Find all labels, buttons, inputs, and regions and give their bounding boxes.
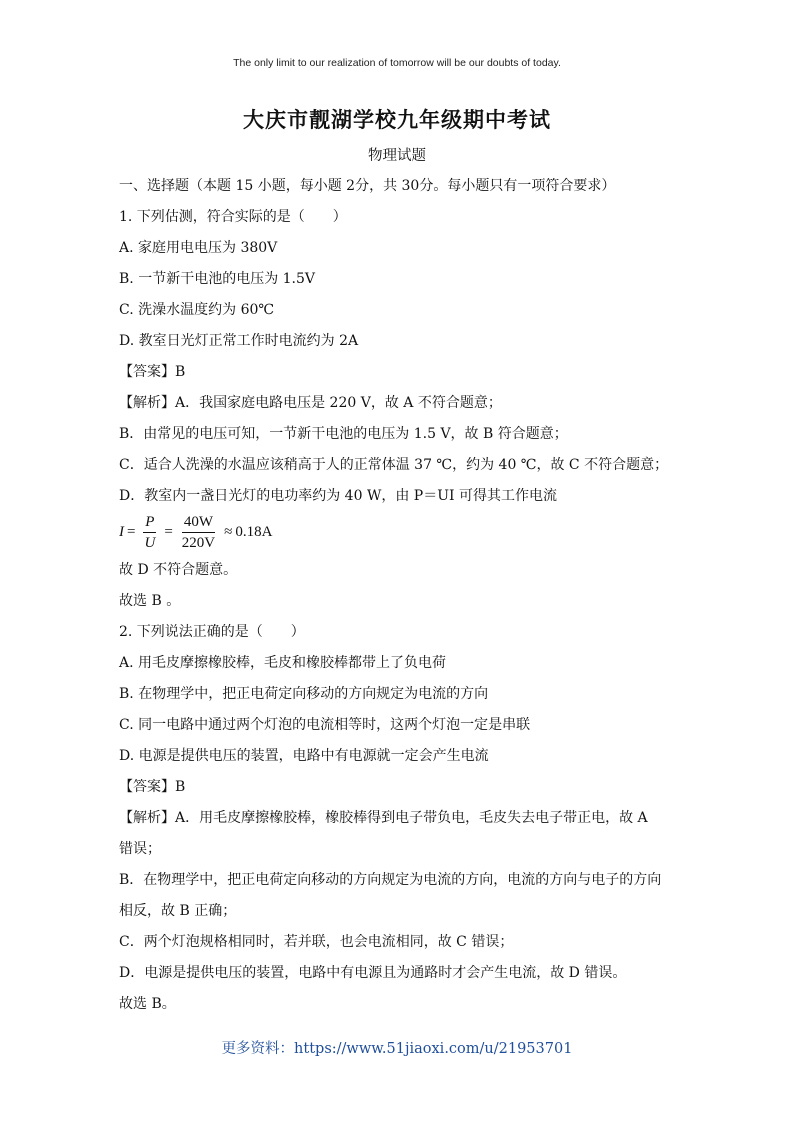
formula-approx: ≈ <box>224 523 233 540</box>
question-2-choice: 故选 B。 <box>119 996 176 1012</box>
formula-equals-1: = <box>127 523 136 540</box>
question-1-analysis-a: 【解析】A．我国家庭电路电压是 220 V，故 A 不符合题意； <box>119 395 502 411</box>
question-2-analysis-c: C．两个灯泡规格相同时，若并联，也会电流相同，故 C 错误； <box>119 934 514 950</box>
question-1-option-c: C. 洗澡水温度约为 60℃ <box>119 302 275 318</box>
formula-equals-2: = <box>164 523 173 540</box>
question-2-analysis-a-cont: 错误； <box>119 841 161 857</box>
question-2-stem: 2. 下列说法正确的是（ ） <box>119 624 305 640</box>
question-2-analysis-b: B．在物理学中，把正电荷定向移动的方向规定为电流的方向，电流的方向与电子的方向 <box>119 872 662 888</box>
question-2-option-d: D. 电源是提供电压的装置，电路中有电源就一定会产生电流 <box>119 748 489 764</box>
question-1-answer: 【答案】B <box>119 364 186 380</box>
formula-fraction-power-voltage <box>142 513 157 552</box>
question-2-option-b: B. 在物理学中，把正电荷定向移动的方向规定为电流的方向 <box>119 686 489 702</box>
question-1-analysis-b: B．由常见的电压可知，一节新干电池的电压为 1.5 V，故 B 符合题意； <box>119 426 568 442</box>
question-2-analysis-d: D．电源是提供电压的装置，电路中有电源且为通路时才会产生电流，故 D 错误。 <box>119 965 627 981</box>
question-1-option-b: B. 一节新干电池的电压为 1.5V <box>119 271 316 287</box>
question-1-stem: 1. 下列估测，符合实际的是（ ） <box>119 209 347 225</box>
question-2-answer: 【答案】B <box>119 779 186 795</box>
question-1-analysis-c: C．适合人洗澡的水温应该稍高于人的正常体温 37 ℃，约为 40 ℃，故 C 不符合题意； <box>119 457 669 473</box>
footer-link[interactable]: https://www.51jiaoxi.com/u/21953701 <box>294 1041 573 1057</box>
question-1-option-a: A. 家庭用电电压为 380V <box>119 240 278 256</box>
question-1-option-d: D. 教室日光灯正常工作时电流约为 2A <box>119 333 359 349</box>
question-2-option-a: A. 用毛皮摩擦橡胶棒，毛皮和橡胶棒都带上了负电荷 <box>119 655 447 671</box>
formula-fraction-values <box>180 513 217 552</box>
footer-label: 更多资料： <box>221 1041 295 1057</box>
question-1-choice: 故选 B 。 <box>119 593 181 609</box>
formula-lhs: I <box>119 523 124 540</box>
question-1-analysis-d: D．教室内一盏日光灯的电功率约为 40 W，由 P＝UI 可得其工作电流 <box>119 488 557 504</box>
question-2-analysis-a: 【解析】A．用毛皮摩擦橡胶棒，橡胶棒得到电子带负电，毛皮失去电子带正电，故 A <box>119 810 648 826</box>
question-2-option-c: C. 同一电路中通过两个灯泡的电流相等时，这两个灯泡一定是串联 <box>119 717 531 733</box>
page-title: 大庆市靓湖学校九年级期中考试 <box>243 107 551 132</box>
page-subtitle: 物理试题 <box>368 148 426 164</box>
current-formula <box>119 508 272 556</box>
formula-numerator-2: 40W <box>182 513 215 533</box>
formula-denominator-1: U <box>144 534 156 551</box>
section-heading: 一、选择题（本题 15 小题，每小题 2分，共 30分。每小题只有一项符合要求） <box>119 178 616 194</box>
formula-denominator-2: 220V <box>181 534 216 551</box>
question-1-conclusion: 故 D 不符合题意。 <box>119 562 238 578</box>
header-quote: The only limit to our realization of tomorrow will be our doubts of today. <box>233 57 561 69</box>
formula-numerator-1: P <box>143 513 156 533</box>
formula-result: 0.18A <box>235 523 273 540</box>
footer-more-resources <box>0 1037 794 1058</box>
question-2-analysis-b-cont: 相反，故 B 正确； <box>119 903 237 919</box>
